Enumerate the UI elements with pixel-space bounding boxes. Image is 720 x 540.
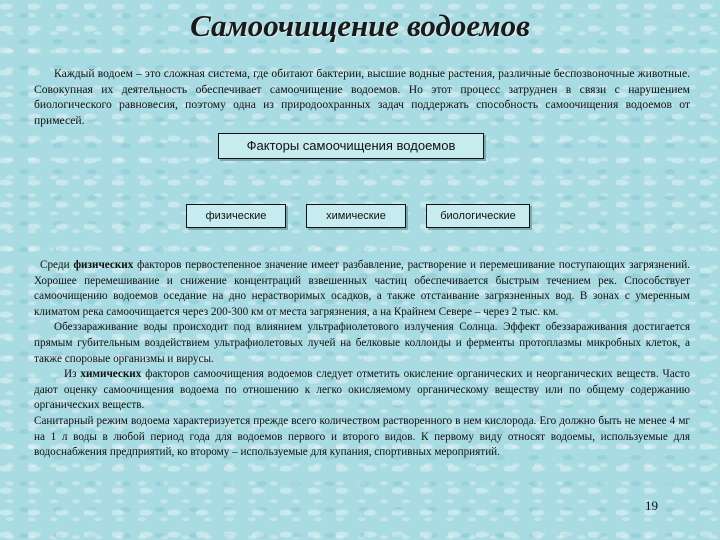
intro-paragraph: Каждый водоем – это сложная система, где обитают бактерии, высшие водные растения, различные беспозвоночные животные. Совокупная их деятельность обеспечивает самоочищение водоемов. Но этот процесс затруднен в связи с нарушением биологического равновесия, поэтому одна из природоохранных задач поддержать способность самоочищения водоемов от примесей.	[34, 67, 690, 127]
factor-box-chemical: химические	[306, 204, 406, 228]
page-number: 19	[645, 498, 658, 513]
factor-box-physical: физические	[186, 204, 286, 228]
paragraph-sanitary: Санитарный режим водоема характеризуется прежде всего количеством растворенного в нем кислорода. Его должно быть не менее 4 мг на 1 л воды в любой период года для водоемов первого и второго видов. К первому виду относят водоемы, используемые для водоснабжения предприятий, ко второму – используемые для купания, спортивных мероприятий.	[34, 414, 690, 459]
factor-box-biological: биологические	[426, 204, 530, 228]
factors-heading-box: Факторы самоочищения водоемов	[218, 133, 484, 159]
page-title: Самоочищение водоемов	[190, 8, 530, 43]
paragraph-chemical-start: Из	[64, 368, 77, 381]
paragraph-physical-rest: факторов первостепенное значение имеет разбавление, растворение и перемешивание поступающих загрязнений. Хорошее перемешивание и снижение концентраций взвешенных частиц обеспечивается быстрым течением рек. Способствует самоочищению водоемов оседание на дно нерастворимых осадков, а также отстаивание загрязненных вод. В зонах с умеренным климатом река самоочищается через 200-300 км от места загрязнения, а на Крайнем Севере – через 2 тыс. км.	[34, 259, 690, 318]
paragraph-chemical	[34, 367, 690, 414]
paragraph-disinfection: Обеззараживание воды происходит под влиянием ультрафиолетового излучения Солнца. Эффект обеззараживания достигается прямым губительным воздействием ультрафиолетовых лучей на белковые коллоиды и ферменты протоплазмы микробных клеток, а также споровые организмы и вирусы.	[34, 321, 690, 365]
content-body	[34, 258, 690, 461]
paragraph-physical	[34, 258, 690, 320]
keyword-chemical: химических	[80, 368, 142, 381]
keyword-physical: физических	[73, 259, 134, 271]
paragraph-physical-start: Среди	[40, 259, 70, 271]
paragraph-chemical-rest: факторов самоочищения водоемов следует отметить окисление органических и неорганических веществ. Часто дают оценку самоочищения водоема по отношению к легко окисляемому органическому веществу или по общему содержанию органических веществ.	[34, 368, 691, 412]
